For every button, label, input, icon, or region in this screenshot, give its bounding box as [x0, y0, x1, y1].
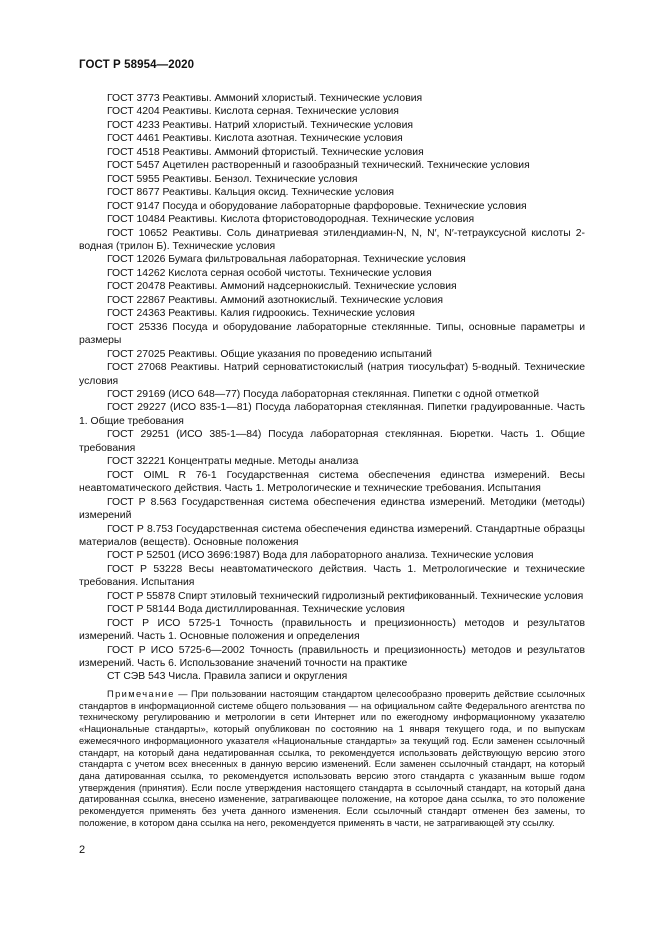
reference-item: ГОСТ Р 55878 Спирт этиловый технический гидролизный ректификованный. Технические условия — [107, 590, 584, 602]
reference-item: ГОСТ 29227 (ИСО 835-1—81) Посуда лабораторная стеклянная. Пипетки градуированные. Часть 1. Общие требования — [79, 402, 585, 427]
reference-item: ГОСТ 5955 Реактивы. Бензол. Технические условия — [107, 173, 358, 185]
note-paragraph — [79, 689, 585, 829]
reference-item: ГОСТ 4233 Реактивы. Натрий хлористый. Технические условия — [107, 119, 413, 131]
reference-item: ГОСТ 22867 Реактивы. Аммоний азотнокислый. Технические условия — [107, 294, 443, 306]
reference-item: ГОСТ 32221 Концентраты медные. Методы анализа — [107, 456, 359, 468]
reference-item: ГОСТ 27025 Реактивы. Общие указания по проведению испытаний — [107, 348, 432, 360]
reference-item: ГОСТ 4518 Реактивы. Аммоний фтористый. Технические условия — [107, 146, 424, 158]
reference-item: ГОСТ Р 8.753 Государственная система обеспечения единства измерений. Стандартные образцы материалов (веществ). Основные положения — [79, 523, 585, 548]
reference-item: ГОСТ 20478 Реактивы. Аммоний надсернокислый. Технические условия — [107, 281, 457, 293]
reference-item: ГОСТ 10484 Реактивы. Кислота фтористоводородная. Технические условия — [107, 214, 475, 226]
reference-item: ГОСТ Р 58144 Вода дистиллированная. Технические условия — [107, 604, 405, 616]
reference-item: ГОСТ 29169 (ИСО 648—77) Посуда лабораторная стеклянная. Пипетки с одной отметкой — [107, 388, 540, 400]
reference-item: ГОСТ Р 8.563 Государственная система обеспечения единства измерений. Методики (методы) измерений — [79, 496, 585, 522]
reference-item: ГОСТ 25336 Посуда и оборудование лабораторные стеклянные. Типы, основные параметры и размеры — [79, 321, 585, 347]
reference-item: ГОСТ 24363 Реактивы. Калия гидроокись. Технические условия — [107, 308, 415, 320]
reference-item: ГОСТ Р 52501 (ИСО 3696:1987) Вода для лабораторного анализа. Технические условия — [107, 550, 534, 562]
note-label: Примечание — [107, 689, 175, 699]
reference-item: ГОСТ 27068 Реактивы. Натрий серноватистокислый (натрия тиосульфат) 5-водный. Технические условия — [79, 362, 585, 387]
reference-item: ГОСТ 3773 Реактивы. Аммоний хлористый. Технические условия — [107, 93, 423, 104]
reference-item: ГОСТ Р 53228 Весы неавтоматического действия. Часть 1. Метрологические и технические требования. Испытания — [79, 563, 585, 589]
reference-item: ГОСТ 10652 Реактивы. Соль динатриевая этилендиамин-N, N, N′, N′-тетрауксусной кислоты 2-водная (трилон Б). Технические условия — [79, 227, 585, 252]
reference-item: ГОСТ 9147 Посуда и оборудование лабораторные фарфоровые. Технические условия — [107, 200, 527, 212]
reference-item: СТ СЭВ 543 Числа. Правила записи и округления — [107, 671, 348, 683]
reference-item: ГОСТ 8677 Реактивы. Кальция оксид. Технические условия — [107, 187, 395, 199]
note-text: — При пользовании настоящим стандартом целесообразно проверить действие ссылочных стандартов в информационной системе общего пользования — на официальном сайте Федерального агентства по техническому регулированию и метрологии в сети Интернет или по ежегодному информационному указателю «Национальные стандарты», который опубликован по состоянию на 1 января текущего года, и по выпускам ежемесячного информационного указателя «Национальные стандарты» за текущий год. Если заменен ссылочный стандарт, на который дана недатированная ссылка, то рекомендуется использовать действующую версию этого стандарта с учетом всех внесенных в данную версию изменений. Если заменен ссылочный стандарт, на который дана датированная ссылка, то рекомендуется использовать версию этого стандарта с указанным выше годом утверждения (принятия). Если после утверждения настоящего стандарта в ссылочный стандарт, на который дана датированная ссылка, внесено изменение, затрагивающее положение, на которое дана ссылка, то это положение рекомендуется применять без учета данного изменения. Если ссылочный стандарт отменен без замены, то положение, в котором дана ссылка на него, рекомендуется применять в части, не затрагивающей эту ссылку. — [79, 689, 585, 828]
document-header: ГОСТ Р 58954—2020 — [79, 59, 195, 71]
reference-item: ГОСТ 5457 Ацетилен растворенный и газообразный технический. Технические условия — [107, 160, 530, 172]
reference-item: ГОСТ 4204 Реактивы. Кислота серная. Технические условия — [107, 106, 399, 118]
reference-item: ГОСТ 4461 Реактивы. Кислота азотная. Технические условия — [107, 133, 403, 145]
reference-item: ГОСТ 14262 Кислота серная особой чистоты. Технические условия — [107, 267, 432, 279]
reference-item: ГОСТ Р ИСО 5725-6—2002 Точность (правильность и прецизионность) методов и результатов измерений. Часть 6. Использование значений точности на практике — [79, 644, 585, 670]
normative-references-list — [79, 92, 585, 684]
page-number: 2 — [79, 844, 86, 856]
reference-item: ГОСТ Р ИСО 5725-1 Точность (правильность и прецизионность) методов и результатов измерений. Часть 1. Основные положения и определения — [79, 617, 585, 643]
reference-item: ГОСТ 12026 Бумага фильтровальная лабораторная. Технические условия — [107, 254, 466, 266]
reference-item: ГОСТ 29251 (ИСО 385-1—84) Посуда лабораторная стеклянная. Бюретки. Часть 1. Общие требования — [79, 429, 585, 454]
reference-item: ГОСТ OIML R 76-1 Государственная система обеспечения единства измерений. Весы неавтоматического действия. Часть 1. Метрологические и технические требования. Испытания — [79, 469, 585, 495]
